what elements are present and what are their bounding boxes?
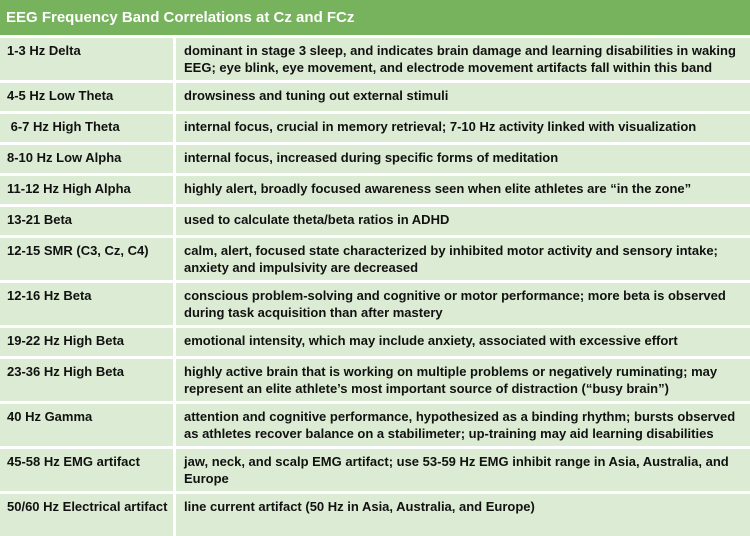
band-cell: 12-16 Hz Beta: [7, 288, 92, 303]
band-cell: 13-21 Beta: [7, 212, 73, 227]
table-row: [0, 359, 750, 401]
table-row: [0, 328, 750, 356]
band-cell: 6-7 Hz High Theta: [7, 119, 120, 134]
description-cell: emotional intensity, which may include anxiety, associated with excessive effort: [173, 328, 750, 356]
band-cell: 1-3 Hz Delta: [7, 43, 81, 58]
table-title: EEG Frequency Band Correlations at Cz and FCz: [0, 0, 750, 35]
description-cell: highly active brain that is working on multiple problems or negatively ruminating; may represent an elite athlete’s most important source of distraction (“busy brain”): [173, 359, 750, 401]
description-cell: calm, alert, focused state characterized by inhibited motor activity and sensory intake; anxiety and impulsivity are decreased: [173, 238, 750, 280]
band-cell: 19-22 Hz High Beta: [7, 333, 125, 348]
table-row: [0, 207, 750, 235]
table-row: [0, 145, 750, 173]
table-body: [0, 38, 750, 536]
table-row: [0, 494, 750, 536]
table-row: [0, 404, 750, 446]
table-row: [0, 83, 750, 111]
description-cell: drowsiness and tuning out external stimuli: [173, 83, 750, 111]
band-cell: 12-15 SMR (C3, Cz, C4): [7, 243, 149, 258]
table-row: [0, 114, 750, 142]
band-cell: 50/60 Hz Electrical artifact: [7, 499, 168, 514]
table-row: [0, 449, 750, 491]
description-cell: used to calculate theta/beta ratios in ADHD: [173, 207, 750, 235]
description-cell: internal focus, increased during specific forms of meditation: [173, 145, 750, 173]
table-row: [0, 238, 750, 280]
band-cell: 45-58 Hz EMG artifact: [7, 454, 140, 469]
band-cell: 23-36 Hz High Beta: [7, 364, 125, 379]
description-cell: attention and cognitive performance, hypothesized as a binding rhythm; bursts observed as athletes recover balance on a stabilimeter; up-training may aid learning disabilities: [173, 404, 750, 446]
description-cell: internal focus, crucial in memory retrieval; 7-10 Hz activity linked with visualization: [173, 114, 750, 142]
description-cell: line current artifact (50 Hz in Asia, Australia, and Europe): [173, 494, 750, 536]
description-cell: dominant in stage 3 sleep, and indicates brain damage and learning disabilities in waking EEG; eye blink, eye movement, and electrode movement artifacts fall within this band: [173, 38, 750, 80]
band-cell: 11-12 Hz High Alpha: [7, 181, 131, 196]
description-cell: highly alert, broadly focused awareness seen when elite athletes are “in the zone”: [173, 176, 750, 204]
description-cell: conscious problem-solving and cognitive or motor performance; more beta is observed during task acquisition than after mastery: [173, 283, 750, 325]
description-cell: jaw, neck, and scalp EMG artifact; use 53-59 Hz EMG inhibit range in Asia, Australia, and Europe: [173, 449, 750, 491]
band-cell: 8-10 Hz Low Alpha: [7, 150, 122, 165]
band-cell: 40 Hz Gamma: [7, 409, 93, 424]
table-row: [0, 176, 750, 204]
band-cell: 4-5 Hz Low Theta: [7, 88, 114, 103]
table-row: [0, 38, 750, 80]
table-row: [0, 283, 750, 325]
